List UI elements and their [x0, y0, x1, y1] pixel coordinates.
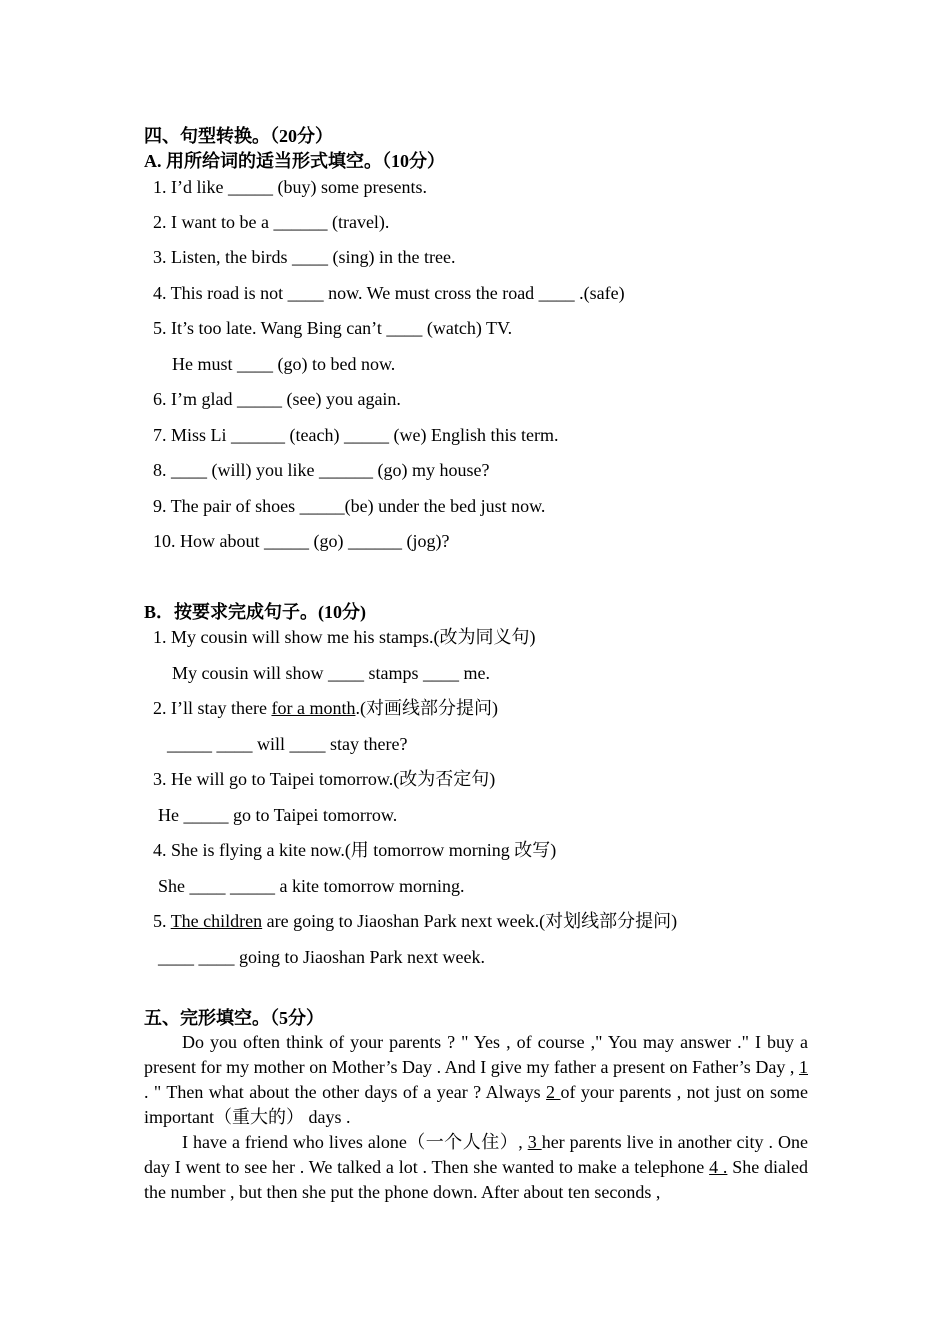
part-b-a5: ____ ____ going to Jiaoshan Park next week.: [158, 947, 485, 967]
part-b-q5-post: are going to Jiaoshan Park next week.(对划线部分提问): [262, 911, 678, 931]
part-a-item-8: 8. ____ (will) you like ______ (go) my house?: [153, 460, 490, 480]
part-b-q2: [153, 697, 498, 719]
part-b-q4: 4. She is flying a kite now.(用 tomorrow morning 改写): [153, 840, 557, 860]
section-5-title: 五、完形填空。（5分）: [144, 1008, 324, 1028]
part-b-q2-pre: 2. I’ll stay there: [153, 698, 272, 718]
part-b-a4: She ____ _____ a kite tomorrow morning.: [158, 876, 465, 896]
part-b-q5-pre: 5.: [153, 911, 171, 931]
cloze-paragraph-2: [144, 1130, 808, 1205]
part-a-item-4: 4. This road is not ____ now. We must cross the road ____ .(safe): [153, 283, 625, 303]
section-4-title: 四、句型转换。（20分）: [144, 126, 333, 146]
part-a-item-10: 10. How about _____ (go) ______ (jog)?: [153, 531, 450, 551]
cloze-passage: [144, 1030, 808, 1205]
part-b-q3: 3. He will go to Taipei tomorrow.(改为否定句): [153, 769, 496, 789]
cloze-text: She dialed the number , but then she put the phone down. After about ten seconds ,: [144, 1157, 809, 1202]
part-a-item-9: 9. The pair of shoes _____(be) under the bed just now.: [153, 496, 546, 516]
part-b-q2-underlined: for a month: [271, 698, 356, 718]
cloze-text: . " Then what about the other days of a year ? Always: [144, 1082, 547, 1102]
part-a-item-7: 7. Miss Li ______ (teach) _____ (we) English this term.: [153, 425, 559, 445]
cloze-blank-3: 3: [527, 1132, 542, 1152]
part-a-item-5-cont: He must ____ (go) to bed now.: [172, 354, 396, 374]
part-b-a1: My cousin will show ____ stamps ____ me.: [172, 663, 490, 683]
cloze-text: of your parents , not just on some important（重大的） days .: [144, 1082, 808, 1127]
part-b-title: B．按要求完成句子。(10分): [144, 602, 366, 622]
part-a-item-5: 5. It’s too late. Wang Bing can’t ____ (watch) TV.: [153, 318, 513, 338]
part-a-item-6: 6. I’m glad _____ (see) you again.: [153, 389, 401, 409]
cloze-blank-4: 4 .: [709, 1157, 728, 1177]
part-a-item-1: 1. I’d like _____ (buy) some presents.: [153, 177, 427, 197]
cloze-text: I have a friend who lives alone（一个人住）,: [182, 1132, 528, 1152]
cloze-paragraph-1: [144, 1030, 808, 1130]
part-b-a3: He _____ go to Taipei tomorrow.: [158, 805, 398, 825]
part-b-q1: 1. My cousin will show me his stamps.(改为同义句): [153, 627, 536, 647]
cloze-blank-1: 1: [799, 1057, 808, 1077]
part-a-title: A. 用所给词的适当形式填空。（10分）: [144, 151, 445, 171]
part-a-item-2: 2. I want to be a ______ (travel).: [153, 212, 390, 232]
part-b-a2: _____ ____ will ____ stay there?: [167, 734, 408, 754]
part-b-q2-post: .(对画线部分提问): [355, 698, 498, 718]
part-a-item-3: 3. Listen, the birds ____ (sing) in the tree.: [153, 247, 456, 267]
part-b-q5-underlined: The children: [170, 911, 263, 931]
cloze-text: her parents live in another city . One day I went to see her . We talked a lot . Then she wanted to make a telephone: [144, 1132, 808, 1177]
cloze-blank-2: 2: [546, 1082, 561, 1102]
part-b-q5: [153, 910, 677, 932]
cloze-text: Do you often think of your parents ? " Yes , of course ," You may answer ." I buy a present for my mother on Mother’s Day . And I give my father a present on Father’s Day ,: [144, 1032, 808, 1077]
